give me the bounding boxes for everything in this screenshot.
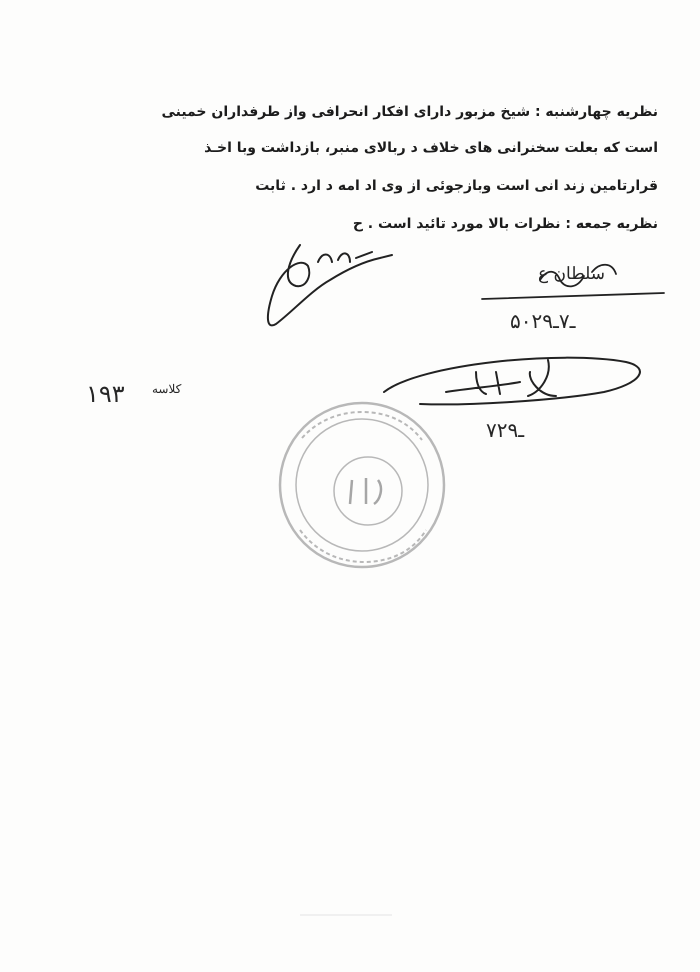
typed-line-3: قرارتامین زند انی است وبازجوئی از وی اد امه د ارد . ثابت bbox=[255, 178, 658, 194]
signature-left bbox=[268, 245, 392, 325]
official-seal bbox=[280, 403, 444, 567]
typed-line-1: نظریه چهارشنبه : شیخ مزبور دارای افکار انحرافی واز طرفداران خمینی bbox=[161, 104, 658, 120]
handwritten-name-right: سلطان ع bbox=[538, 264, 606, 284]
handwritten-date-lower: ۷ـ۲۹ bbox=[486, 418, 525, 442]
handwritten-file-number: ۱۹۳ bbox=[86, 380, 125, 408]
handwritten-date-upper: ۵۰ـ۷ـ۲۹ bbox=[510, 309, 576, 333]
typed-line-4: نظریه جمعه : نظرات بالا مورد تائید است . ح bbox=[352, 216, 658, 232]
handwritten-class-note: کلاسه bbox=[152, 382, 182, 396]
signature-right-lower bbox=[384, 358, 640, 405]
typed-line-2: است که بعلت سخنرانی های خلاف د ربالای منبر، بازداشت وبا اخـذ bbox=[204, 140, 658, 156]
